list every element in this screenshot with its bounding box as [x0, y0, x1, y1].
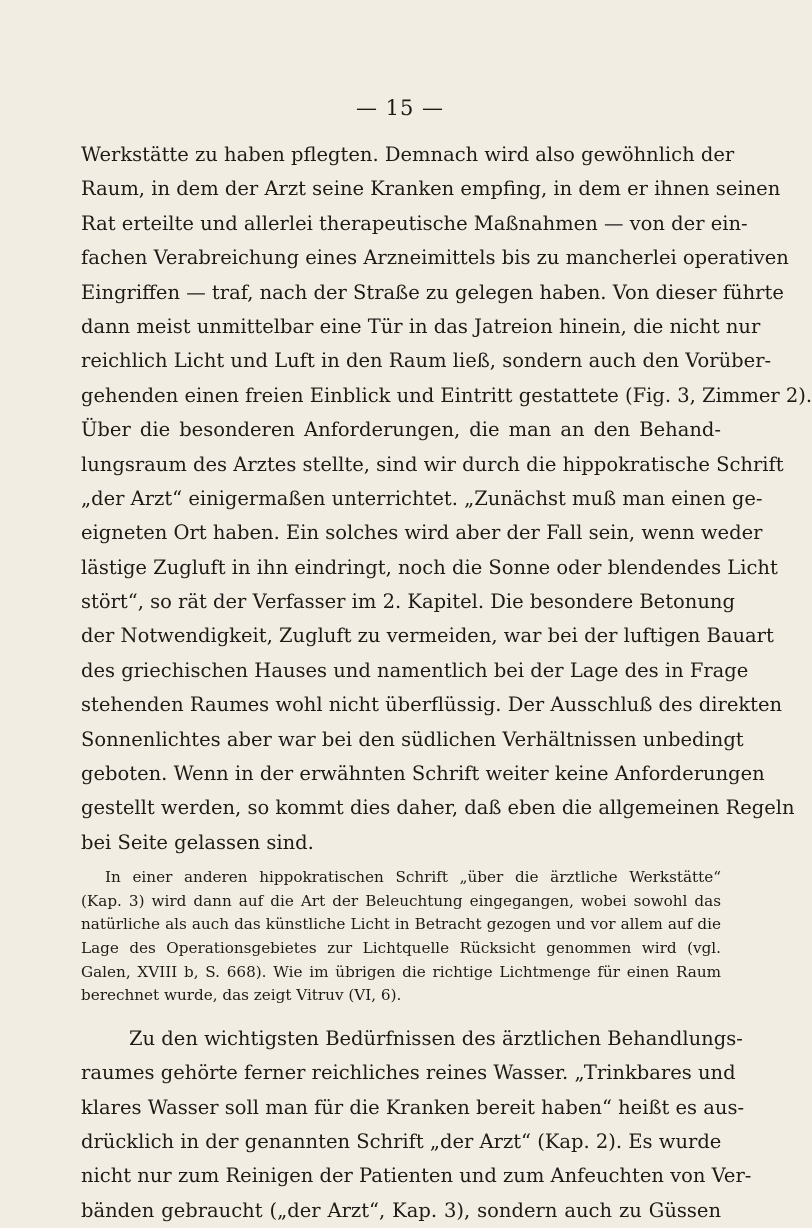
paragraph-2	[81, 413, 795, 860]
text-line: Werkstätte zu haben pflegten. Demnach wird also gewöhnlich der	[81, 143, 735, 166]
paragraph-3	[81, 1022, 752, 1228]
footnote	[81, 866, 721, 1008]
text-line: dann meist unmittelbar eine Tür in das Jatreion hinein, die nicht nur	[81, 314, 761, 338]
footnote-line: Galen, XVIII b, S. 668). Wie im übrigen die richtige Lichtmenge für einen Raum	[81, 962, 721, 981]
text-line: bänden gebraucht („der Arzt“, Kap. 3), sondern auch zu Güssen	[81, 1198, 721, 1222]
text-line: der Notwendigkeit, Zugluft zu vermeiden, war bei der luftigen Bauart	[81, 624, 774, 648]
text-line: Raum, in dem der Arzt seine Kranken empfing, in dem er ihnen seinen	[81, 177, 781, 201]
text-line: Zu den wichtigsten Bedürfnissen des ärztlichen Behandlungs-	[129, 1026, 743, 1050]
text-line: lästige Zugluft in ihn eindringt, noch die Sonne oder blendendes Licht	[81, 555, 778, 579]
text-line: bei Seite gelassen sind.	[81, 830, 314, 854]
text-line: Rat erteilte und allerlei therapeutische Maßnahmen — von der ein-	[81, 211, 748, 235]
page-number: — 15 —	[355, 96, 445, 120]
text-line: lungsraum des Arztes stellte, sind wir durch die hippokratische Schrift	[81, 452, 784, 476]
text-line: geboten. Wenn in der erwähnten Schrift weiter keine Anforderungen	[81, 762, 765, 786]
body-text	[81, 138, 812, 1228]
text-line: stehenden Raumes wohl nicht überflüssig. Der Ausschluß des direkten	[81, 693, 783, 717]
text-line: „der Arzt“ einigermaßen unterrichtet. „Zunächst muß man einen ge-	[81, 486, 763, 510]
footnote-line: (Kap. 3) wird dann auf die Art der Beleuchtung eingegangen, wobei sowohl das	[81, 891, 721, 910]
text-line: des griechischen Hauses und namentlich bei der Lage des in Frage	[81, 658, 749, 682]
text-line: gestellt werden, so kommt dies daher, daß eben die allgemeinen Regeln	[81, 796, 795, 820]
text-line: gehenden einen freien Einblick und Eintritt gestattete (Fig. 3, Zimmer 2).	[81, 383, 812, 407]
text-line: klares Wasser soll man für die Kranken bereit haben“ heißt es aus-	[81, 1095, 745, 1119]
text-line: nicht nur zum Reinigen der Patienten und zum Anfeuchten von Ver-	[81, 1164, 752, 1188]
text-line: Sonnenlichtes aber war bei den südlichen Verhältnissen unbedingt	[81, 727, 744, 751]
text-line: reichlich Licht und Luft in den Raum ließ, sondern auch den Vorüber-	[81, 349, 772, 373]
paragraph-1	[81, 138, 812, 413]
footnote-line: In einer anderen hippokratischen Schrift „über die ärztliche Werkstätte“	[105, 868, 721, 887]
text-line: Eingriffen — traf, nach der Straße zu gelegen haben. Von dieser führte	[81, 280, 784, 304]
text-line: eigneten Ort haben. Ein solches wird aber der Fall sein, wenn weder	[81, 521, 763, 545]
text-line: raumes gehörte ferner reichliches reines Wasser. „Trinkbares und	[81, 1061, 736, 1085]
text-line: fachen Verabreichung eines Arzneimittels bis zu mancherlei operativen	[81, 246, 789, 270]
footnote-line: Lage des Operationsgebietes zur Lichtquelle Rücksicht genommen wird (vgl.	[81, 938, 721, 957]
footnote-line: natürliche als auch das künstliche Licht in Betracht gezogen und vor allem auf die	[81, 915, 721, 934]
text-line: Über die besonderen Anforderungen, die man an den Behand-	[81, 418, 721, 442]
text-line: drücklich in der genannten Schrift „der Arzt“ (Kap. 2). Es wurde	[81, 1129, 722, 1153]
footnote-line: berechnet wurde, das zeigt Vitruv (VI, 6).	[81, 986, 402, 1005]
text-line: stört“, so rät der Verfasser im 2. Kapitel. Die besondere Betonung	[81, 590, 735, 614]
